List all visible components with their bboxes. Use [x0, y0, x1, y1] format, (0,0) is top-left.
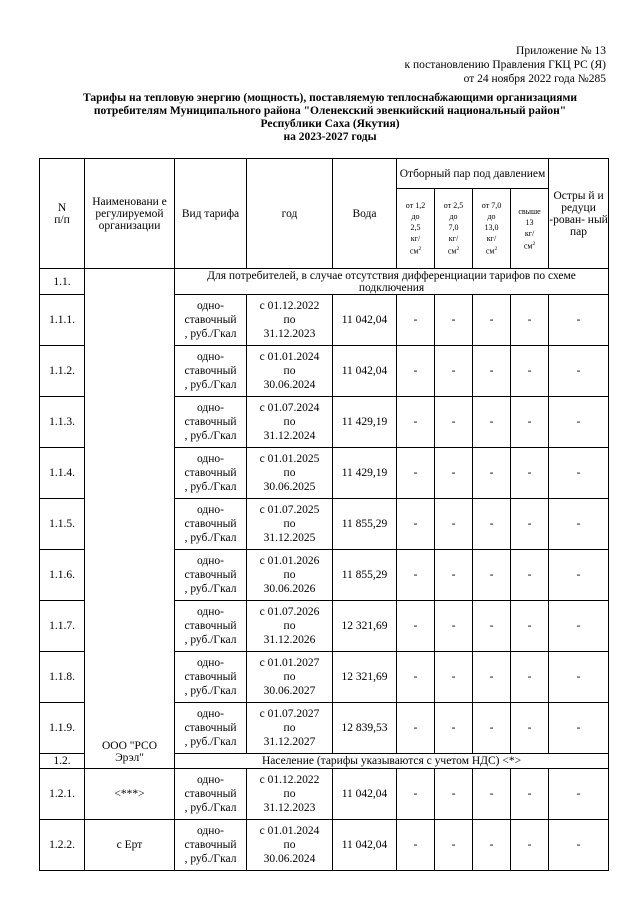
row-num: 1.1.9. [40, 703, 85, 754]
dash-cell: - [549, 346, 609, 397]
period-to: 31.12.2024 [263, 430, 316, 442]
table-row [40, 820, 609, 871]
period-by: по [283, 365, 296, 377]
period-from: с 01.07.2024 [259, 402, 320, 414]
steam-sub-unit2 [511, 239, 548, 252]
dash-cell: - [511, 652, 549, 703]
kind-line-1: одно- [196, 825, 224, 837]
dash-cell: - [397, 346, 435, 397]
dash-cell: - [397, 652, 435, 703]
steam-sub-unit2-text: см [485, 246, 495, 256]
water-value: 11 042,04 [333, 769, 397, 820]
header-num-line-2: п/п [54, 213, 70, 226]
water-value: 11 429,19 [333, 397, 397, 448]
section-label: Население (тарифы указываются с учетом НДС) <*> [175, 754, 609, 769]
section-label: Для потребителей, в случае отсутствия дифференциации тарифов по схеме подключения [175, 269, 609, 295]
dash-cell: - [473, 703, 511, 754]
section-num: 1.2. [40, 754, 85, 769]
tariff-kind-cell [175, 448, 247, 499]
kind-line-1: одно- [196, 504, 224, 516]
kind-line-3: , руб./Гкал [184, 685, 237, 697]
row-num: 1.1.2. [40, 346, 85, 397]
steam-sub-mid2: 13 [525, 217, 534, 227]
row-num: 1.1.5. [40, 499, 85, 550]
dash-cell: - [511, 346, 549, 397]
header-org: Наименовани е регулируемой организации [85, 159, 175, 269]
dash-cell: - [473, 295, 511, 346]
appendix-line-3: от 24 ноября 2022 года №285 [463, 73, 606, 85]
header-kind: Вид тарифа [175, 159, 247, 269]
dash-cell: - [435, 652, 473, 703]
section-num: 1.1. [40, 269, 85, 295]
steam-sub-unit: кг/ [410, 234, 421, 244]
row-num: 1.1.7. [40, 601, 85, 652]
steam-sub-unit: кг/ [486, 234, 497, 244]
header-acute-steam: Остры й и редуци -рован- ный пар [549, 159, 609, 269]
dash-cell: - [435, 769, 473, 820]
section-row [40, 269, 609, 295]
dash-cell: - [549, 448, 609, 499]
kind-line-2: ставочный [184, 839, 237, 851]
kind-line-2: ставочный [184, 518, 237, 530]
steam-sub-mid2: 7,0 [448, 223, 459, 233]
header-steam-sub [397, 189, 435, 269]
dash-cell: - [435, 448, 473, 499]
dash-cell: - [511, 499, 549, 550]
kind-line-1: одно- [196, 453, 224, 465]
dash-cell: - [511, 550, 549, 601]
period-by: по [283, 722, 296, 734]
dash-cell: - [549, 820, 609, 871]
row-num: 1.2.2. [40, 820, 85, 871]
dash-cell: - [549, 769, 609, 820]
period-to: 31.12.2026 [263, 634, 316, 646]
kind-line-1: одно- [196, 606, 224, 618]
org-name-line-2: Эрэл" [115, 752, 144, 764]
dash-cell: - [397, 769, 435, 820]
dash-cell: - [473, 601, 511, 652]
period-cell [247, 820, 333, 871]
dash-cell: - [397, 550, 435, 601]
steam-sub-sup: 2 [532, 240, 536, 247]
period-from: с 01.01.2026 [259, 555, 320, 567]
document-title [40, 92, 620, 144]
water-value: 11 855,29 [333, 550, 397, 601]
kind-line-1: одно- [196, 351, 224, 363]
tariff-kind-cell [175, 820, 247, 871]
kind-line-3: , руб./Гкал [184, 802, 237, 814]
period-cell [247, 295, 333, 346]
kind-line-2: ставочный [184, 569, 237, 581]
dash-cell: - [549, 652, 609, 703]
steam-sub-mid1: до [487, 212, 496, 222]
steam-sub-unit: кг/ [524, 228, 535, 238]
dash-cell: - [435, 703, 473, 754]
kind-line-3: , руб./Гкал [184, 430, 237, 442]
kind-line-2: ставочный [184, 314, 237, 326]
period-to: 31.12.2023 [263, 328, 316, 340]
kind-line-3: , руб./Гкал [184, 853, 237, 865]
steam-sub-unit: кг/ [448, 234, 459, 244]
row-num: 1.1.8. [40, 652, 85, 703]
tariff-kind-cell [175, 397, 247, 448]
tariff-kind-cell [175, 550, 247, 601]
period-from: с 01.12.2022 [259, 774, 320, 786]
dash-cell: - [435, 550, 473, 601]
dash-cell: - [549, 703, 609, 754]
steam-sub-unit2 [473, 244, 510, 257]
appendix-block [405, 44, 607, 86]
tariff-kind-cell [175, 295, 247, 346]
period-by: по [283, 416, 296, 428]
period-from: с 01.01.2024 [259, 351, 320, 363]
org-cont-cell: <***> [85, 769, 175, 820]
dash-cell: - [435, 601, 473, 652]
dash-cell: - [435, 295, 473, 346]
dash-cell: - [397, 820, 435, 871]
period-from: с 01.01.2024 [259, 825, 320, 837]
header-steam-sub [435, 189, 473, 269]
tariff-kind-cell [175, 499, 247, 550]
steam-sub-mid2: 2,5 [410, 223, 421, 233]
steam-sub-unit2-text: см [523, 241, 533, 251]
dash-cell: - [435, 397, 473, 448]
steam-sub-top: от 1,2 [405, 201, 426, 211]
water-value: 12 321,69 [333, 652, 397, 703]
kind-line-1: одно- [196, 555, 224, 567]
dash-cell: - [473, 652, 511, 703]
table-row [40, 769, 609, 820]
dash-cell: - [397, 703, 435, 754]
period-to: 30.06.2024 [263, 853, 316, 865]
dash-cell: - [511, 820, 549, 871]
header-num-line-1: N [57, 201, 67, 214]
steam-sub-sup: 2 [418, 246, 422, 253]
header-num [40, 159, 85, 269]
dash-cell: - [473, 397, 511, 448]
dash-cell: - [397, 601, 435, 652]
period-to: 31.12.2023 [263, 802, 316, 814]
row-num: 1.1.3. [40, 397, 85, 448]
period-from: с 01.12.2022 [259, 300, 320, 312]
header-steam-sub [473, 189, 511, 269]
water-value: 11 042,04 [333, 295, 397, 346]
kind-line-3: , руб./Гкал [184, 532, 237, 544]
period-by: по [283, 569, 296, 581]
dash-cell: - [397, 397, 435, 448]
kind-line-2: ставочный [184, 467, 237, 479]
water-value: 11 429,19 [333, 448, 397, 499]
dash-cell: - [549, 601, 609, 652]
period-cell [247, 769, 333, 820]
period-cell [247, 448, 333, 499]
kind-line-2: ставочный [184, 365, 237, 377]
kind-line-3: , руб./Гкал [184, 634, 237, 646]
period-by: по [283, 788, 296, 800]
steam-sub-top: от 2,5 [443, 201, 464, 211]
steam-sub-unit2 [397, 244, 434, 257]
steam-sub-unit2 [435, 244, 472, 257]
period-cell [247, 703, 333, 754]
period-from: с 01.07.2027 [259, 708, 320, 720]
steam-sub-unit2-text: см [409, 246, 419, 256]
water-value: 12 839,53 [333, 703, 397, 754]
period-to: 30.06.2024 [263, 379, 316, 391]
period-from: с 01.07.2026 [259, 606, 320, 618]
dash-cell: - [511, 703, 549, 754]
dash-cell: - [473, 448, 511, 499]
row-num: 1.1.6. [40, 550, 85, 601]
dash-cell: - [511, 295, 549, 346]
dash-cell: - [549, 550, 609, 601]
tariff-kind-cell [175, 769, 247, 820]
kind-line-1: одно- [196, 300, 224, 312]
period-cell [247, 499, 333, 550]
steam-sub-mid1: до [449, 212, 458, 222]
tariff-kind-cell [175, 601, 247, 652]
period-by: по [283, 839, 296, 851]
row-num: 1.2.1. [40, 769, 85, 820]
period-by: по [283, 467, 296, 479]
period-to: 30.06.2025 [263, 481, 316, 493]
kind-line-2: ставочный [184, 788, 237, 800]
org-name-cell [85, 269, 175, 769]
kind-line-3: , руб./Гкал [184, 328, 237, 340]
dash-cell: - [473, 499, 511, 550]
dash-cell: - [397, 295, 435, 346]
header-steam-sub [511, 189, 549, 269]
period-by: по [283, 620, 296, 632]
period-by: по [283, 518, 296, 530]
dash-cell: - [435, 820, 473, 871]
kind-line-3: , руб./Гкал [184, 481, 237, 493]
steam-sub-sup: 2 [456, 246, 460, 253]
kind-line-3: , руб./Гкал [184, 583, 237, 595]
kind-line-1: одно- [196, 774, 224, 786]
period-to: 30.06.2027 [263, 685, 316, 697]
dash-cell: - [511, 448, 549, 499]
appendix-line-2: к постановлению Правления ГКЦ РС (Я) [404, 59, 606, 71]
kind-line-1: одно- [196, 402, 224, 414]
period-by: по [283, 671, 296, 683]
kind-line-2: ставочный [184, 416, 237, 428]
kind-line-2: ставочный [184, 671, 237, 683]
period-from: с 01.01.2025 [259, 453, 320, 465]
dash-cell: - [397, 448, 435, 499]
dash-cell: - [549, 295, 609, 346]
org-name-line-1: ООО "РСО [102, 740, 157, 752]
row-num: 1.1.1. [40, 295, 85, 346]
period-cell [247, 550, 333, 601]
steam-sub-mid1: до [411, 212, 420, 222]
kind-line-3: , руб./Гкал [184, 379, 237, 391]
period-from: с 01.07.2025 [259, 504, 320, 516]
title-line-1: Тарифы на тепловую энергию (мощность), поставляемую теплоснабжающими организациями [83, 92, 577, 104]
header-steam: Отборный пар под давлением [397, 159, 549, 189]
dash-cell: - [397, 499, 435, 550]
period-cell [247, 397, 333, 448]
dash-cell: - [473, 820, 511, 871]
appendix-line-1: Приложение № 13 [516, 45, 606, 57]
period-cell [247, 601, 333, 652]
steam-sub-unit2-text: см [447, 246, 457, 256]
dash-cell: - [435, 499, 473, 550]
title-line-4: на 2023-2027 годы [283, 131, 377, 143]
water-value: 11 042,04 [333, 346, 397, 397]
title-line-2: потребителям Муниципального района "Оленекский эвенкийский национальный район" [93, 105, 567, 117]
steam-sub-top: свыше [518, 206, 541, 216]
steam-sub-mid2: 13,0 [484, 223, 499, 233]
steam-sub-top: от 7,0 [481, 201, 502, 211]
dash-cell: - [549, 397, 609, 448]
kind-line-3: , руб./Гкал [184, 736, 237, 748]
row-num: 1.1.4. [40, 448, 85, 499]
org-name [85, 740, 174, 764]
period-to: 31.12.2025 [263, 532, 316, 544]
period-cell [247, 346, 333, 397]
dash-cell: - [549, 499, 609, 550]
dash-cell: - [473, 550, 511, 601]
period-by: по [283, 314, 296, 326]
dash-cell: - [473, 769, 511, 820]
water-value: 12 321,69 [333, 601, 397, 652]
steam-sub-sup: 2 [494, 246, 498, 253]
dash-cell: - [435, 346, 473, 397]
kind-line-2: ставочный [184, 722, 237, 734]
dash-cell: - [511, 601, 549, 652]
period-to: 31.12.2027 [263, 736, 316, 748]
dash-cell: - [511, 769, 549, 820]
dash-cell: - [511, 397, 549, 448]
water-value: 11 855,29 [333, 499, 397, 550]
tariff-kind-cell [175, 346, 247, 397]
period-cell [247, 652, 333, 703]
period-to: 30.06.2026 [263, 583, 316, 595]
period-from: с 01.01.2027 [259, 657, 320, 669]
kind-line-2: ставочный [184, 620, 237, 632]
tariff-table [39, 158, 609, 871]
header-water: Вода [333, 159, 397, 269]
water-value: 11 042,04 [333, 820, 397, 871]
tariff-kind-cell [175, 652, 247, 703]
title-line-3: Республики Саха (Якутия) [260, 118, 400, 130]
dash-cell: - [473, 346, 511, 397]
header-year: год [247, 159, 333, 269]
kind-line-1: одно- [196, 657, 224, 669]
tariff-kind-cell [175, 703, 247, 754]
kind-line-1: одно- [196, 708, 224, 720]
org-cont-cell: с Ерт [85, 820, 175, 871]
